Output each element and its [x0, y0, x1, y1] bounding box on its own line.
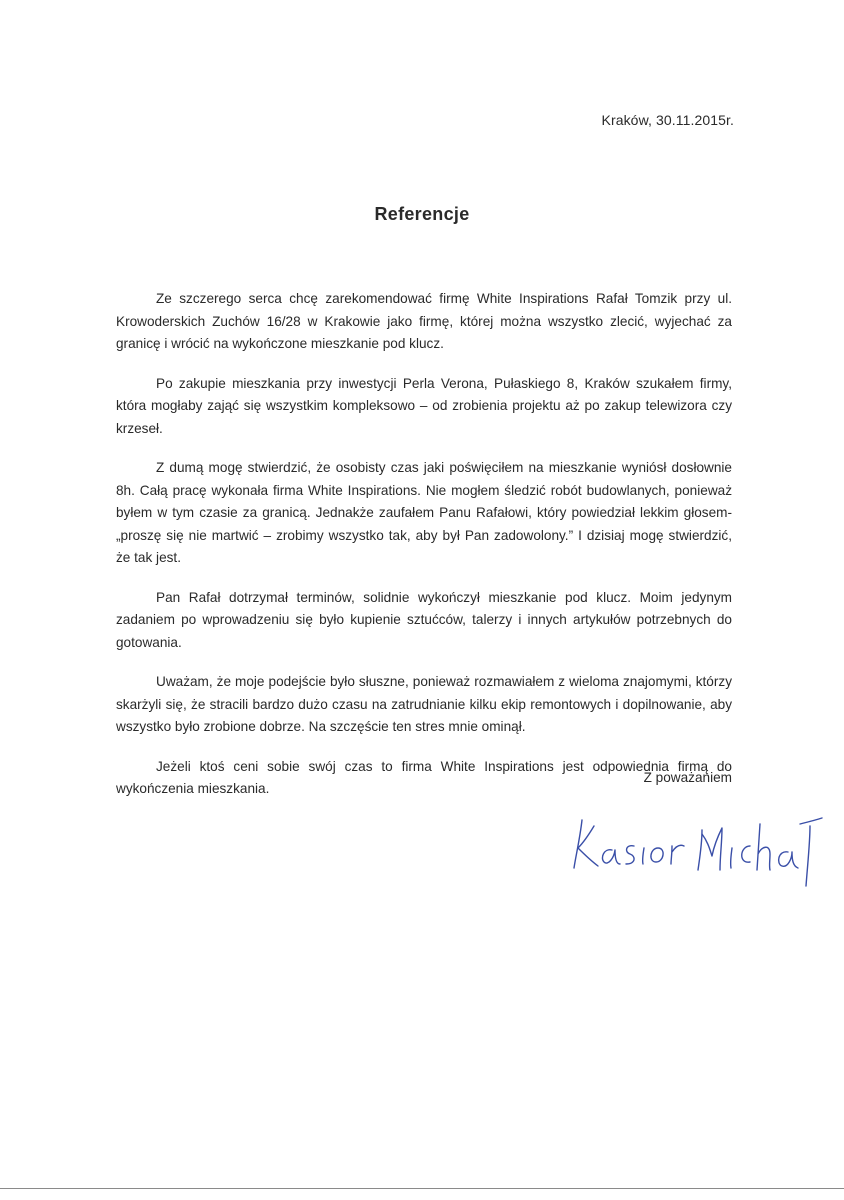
- letter-date: Kraków, 30.11.2015r.: [601, 112, 734, 128]
- letter-title: Referencje: [374, 204, 470, 224]
- paragraph-deadlines: Pan Rafał dotrzymał terminów, solidnie wykończył mieszkanie pod klucz. Moim jedynym zadaniem po wprowadzeniu się było kupienie sztućców, talerzy i innych artykułów potrzebnych do gotowania.: [116, 589, 732, 650]
- paragraph-recommendation: Ze szczerego serca chcę zarekomendować firmę White Inspirations Rafał Tomzik przy ul. Krowoderskich Zuchów 16/28 w Krakowie jako firmę, której można wszystko zlecić, wyjechać za granicę i wrócić na wykończone mieszkanie pod klucz.: [116, 291, 732, 351]
- paragraph-purchase: Po zakupie mieszkania przy inwestycji Perla Verona, Pułaskiego 8, Kraków szukałem firmy, która mogłaby zająć się wszystkim kompleksowo – od zrobienia projektu aż po zakup telewizora czy krzeseł.: [116, 375, 732, 436]
- letter-closing: Z poważaniem: [643, 770, 732, 785]
- paragraph-approach: Uważam, że moje podejście było słuszne, ponieważ rozmawiałem z wieloma znajomymi, którzy skarżyli się, że stracili bardzo dużo czasu na zatrudnianie kilku ekip remontowych i dopilnowanie, aby wszystko było zrobione dobrze. Na szczęście ten stres mnie ominął.: [116, 674, 732, 734]
- handwritten-signature: [560, 800, 830, 900]
- paragraph-conclusion: Jeżeli ktoś ceni sobie swój czas to firma White Inspirations jest odpowiednia firmą do wykończenia mieszkania.: [116, 758, 732, 796]
- paragraph-time-spent: Z dumą mogę stwierdzić, że osobisty czas jaki poświęciłem na mieszkanie wyniósł dosłownie 8h. Całą pracę wykonała firma White Inspirations. Nie mogłem śledzić robót budowlanych, ponieważ byłem w tym czasie za granicą. Jednakże zaufałem Panu Rafałowi, który powiedział lekkim głosem- „proszę się nie martwić – zrobimy wszystko tak, aby był Pan zadowolony.” I dzisiaj mogę stwierdzić, że tak jest.: [116, 460, 732, 565]
- letter-body: [116, 288, 732, 818]
- bottom-divider: [0, 1188, 844, 1189]
